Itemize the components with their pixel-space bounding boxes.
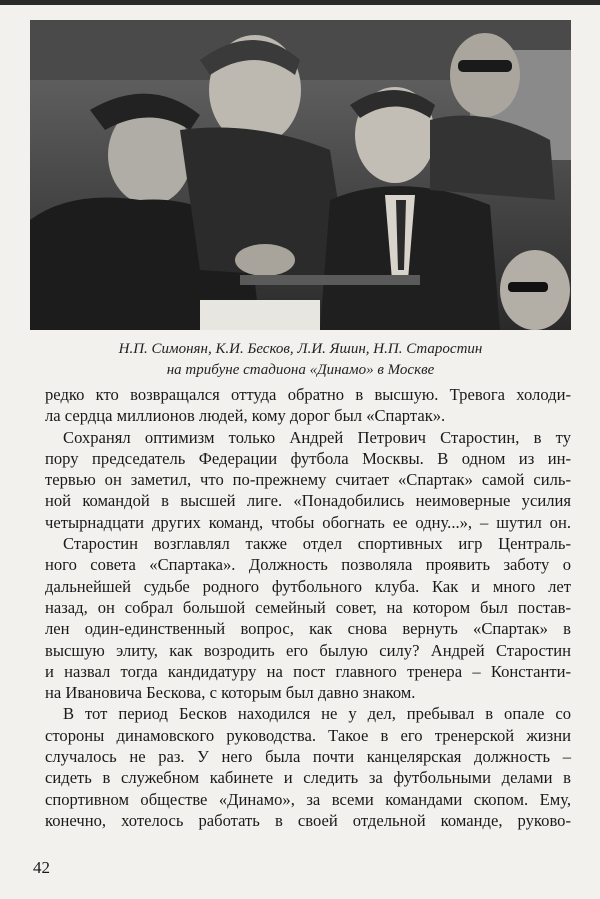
text-line: четырнадцати других команд, чтобы обогнать ее одну...», – шутил он. [45, 512, 571, 532]
text-line: на Ивановича Бескова, с которым был давно знаком. [45, 683, 416, 703]
text-line: сидеть в служебном кабинете и следить за футбольными делами в [45, 768, 571, 788]
text-line: ного совета «Спартака». Должность позволяла проявить заботу о [45, 555, 571, 575]
text-line: спортивном обществе «Динамо», за всеми командами скопом. Ему, [45, 789, 571, 809]
text-line: В тот период Бесков находился не у дел, пребывал в опале со [63, 704, 571, 724]
text-line: редко кто возвращался оттуда обратно в высшую. Тревога холоди- [45, 385, 571, 404]
text-line: дальнейшей судьбе родного футбольного клуба. Как и много лет [45, 576, 571, 596]
photo-caption [30, 339, 571, 381]
text-line: Сохранял оптимизм только Андрей Петрович Старостин, в ту [63, 427, 571, 447]
text-line: случалось не раз. У него была почти канцелярская должность – [45, 747, 571, 767]
text-line: тервью он заметил, что по-прежнему считает «Спартак» самой силь- [45, 470, 571, 490]
page-number: 42 [33, 858, 50, 877]
text-line: ла сердца миллионов людей, кому дорог был «Спартак». [45, 406, 446, 426]
text-line: стороны динамовского руководства. Такое в его тренерской жизни [45, 725, 571, 745]
text-line: высшую элиту, как возродить его былую силу? Андрей Старостин [45, 640, 571, 660]
text-line: конечно, хотелось работать в своей отдельной команде, руково- [45, 810, 571, 830]
text-line: и назвал тогда кандидатуру на пост главного тренера – Константи- [45, 661, 571, 681]
photo-icon [30, 20, 571, 330]
top-rule [0, 0, 600, 5]
caption-line-2: на трибуне стадиона «Динамо» в Москве [166, 362, 435, 378]
photo [30, 20, 571, 330]
text-line: Старостин возглавлял также отдел спортивных игр Централь- [63, 534, 571, 554]
text-line: назад, он собрал большой семейный совет, на котором был постав- [45, 597, 571, 617]
text-line: пору председатель Федерации футбола Москвы. В одном из ин- [45, 448, 571, 468]
body-text [45, 384, 571, 831]
text-line: лен один-единственный вопрос, как снова вернуть «Спартак» в [45, 619, 571, 639]
text-line: ной командой в высшей лиге. «Понадобились неимоверные усилия [45, 491, 571, 511]
caption-line-1: Н.П. Симонян, К.И. Бесков, Л.И. Яшин, Н.П. Старостин [118, 341, 483, 357]
